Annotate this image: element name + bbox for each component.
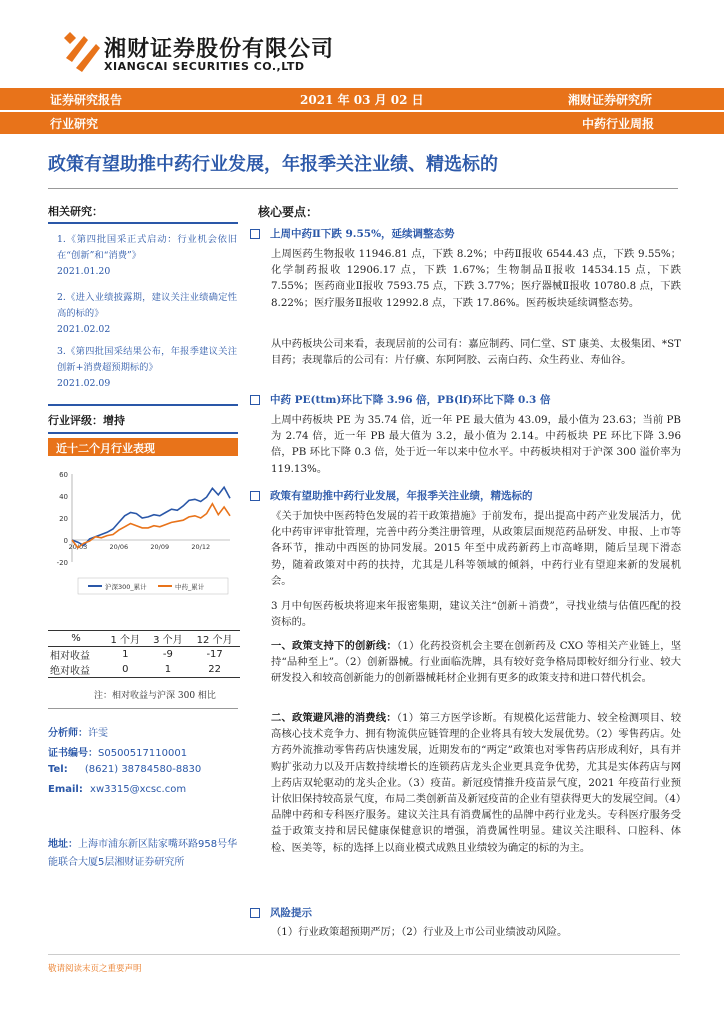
company-name-cn: 湘财证券股份有限公司 xyxy=(104,37,335,62)
section-heading: 风险提示 xyxy=(250,905,312,920)
performance-table xyxy=(48,630,240,678)
table-cell: -9 xyxy=(162,649,173,660)
table-cell: 1 xyxy=(122,649,129,660)
email-label: Email: xyxy=(48,784,83,795)
related-divider xyxy=(48,222,238,224)
subpoint-lead: 二、政策避风港的消费线： xyxy=(271,712,397,724)
section-paragraph: 3 月中旬医药板块将迎来年报密集期，建议关注“创新＋消费”，寻找业绩与估值匹配的投资标的。 xyxy=(271,600,681,629)
subpoint-paragraph: 二、政策避风港的消费线：（1）第三方医学诊断。有规模化运营能力、较全检测项目、较高核心技术竞争力、拥有物流供应链管理的企业将具有较大发展优势。（2）零售药店。处方药外流推动零售药店快速发展，近期发布的“两定”政策也对零售药店形成利好，具有并购扩张动力以及开店数持续增长的连锁药店龙头企业更具竞争优势，尤其是实体药店与网上药店双轮驱动的龙头企业。（3）疫苗。新冠疫情推升疫苗景气度，2021 年疫苗行业预计依旧保持较高景气度，布局二类创新苗及新冠疫苗的企业有望获得更大的发展空间。（4）品牌中药和专科医疗服务。建议关注具有消费属性的品牌中药行业龙头。专科医疗服务受益于政策支持和居民健康保健意识的增强，消费属性明显。建议关注眼科、口腔科、体检、医美等，标的选择上以商业模式成熟且业绩较为确定的标的为主。 xyxy=(271,712,682,854)
page-title: 政策有望助推中药行业发展，年报季关注业绩、精选标的 xyxy=(48,154,498,175)
subpoint-paragraph: 一、政策支持下的创新线：（1）化药投资机会主要在创新药及 CXO 等相关产业链上，坚持“品种至上”。（2）创新器械。行业面临洗牌，具有较好竞争格局即較好细分行业、较大研发投入和较高创新能力的创新器械耗材企业拥有更多的政策支持和进口替代机会。 xyxy=(271,640,682,685)
performance-chart xyxy=(48,462,238,612)
table-cell: 相对收益 xyxy=(50,651,90,662)
email-address[interactable]: xw3315@xcsc.com xyxy=(90,784,187,795)
performance-heading-band xyxy=(48,438,238,456)
section-heading: 中药 PE(ttm)环比下降 3.96 倍，PB(lf)环比下降 0.3 倍 xyxy=(250,392,550,407)
y-tick-label: -20 xyxy=(56,559,68,567)
section-heading: 上周中药Ⅱ下跌 9.55%，延续调整态势 xyxy=(250,226,455,241)
legend-label: 中药_累计 xyxy=(175,583,205,591)
related-item[interactable] xyxy=(57,344,237,392)
tel-number: (8621) 38784580-8830 xyxy=(84,764,202,775)
table-cell: 1 xyxy=(164,664,172,675)
header-band-top xyxy=(0,88,724,110)
table-row xyxy=(48,662,240,678)
tel-label: Tel: xyxy=(48,764,68,775)
analyst-name: 许雯 xyxy=(88,728,108,739)
report-type: 证券研究报告 xyxy=(50,93,123,107)
address-label: 地址： xyxy=(48,839,78,850)
contact-divider xyxy=(48,708,238,709)
table-header-cell: 1 个月 xyxy=(110,635,141,646)
table-header-cell: 12 个月 xyxy=(196,635,233,646)
cert-number: S0500517110001 xyxy=(98,748,188,759)
related-item[interactable] xyxy=(57,232,237,280)
footer-divider xyxy=(48,954,680,955)
telephone xyxy=(48,764,201,775)
institute-name: 湘财证券研究所 xyxy=(568,93,653,107)
checkbox-bullet-icon xyxy=(250,491,260,501)
y-tick-label: 40 xyxy=(59,493,68,501)
report-date: 2021 年 03 月 02 日 xyxy=(300,93,424,107)
table-cell: -17 xyxy=(206,649,223,660)
email xyxy=(48,784,186,795)
related-item-title: 3.《第四批国采结果公布，年报季建议关注创新+消费超预期标的》 xyxy=(57,346,237,373)
cert-label: 证书编号： xyxy=(48,748,98,759)
section-paragraph: 上周中药板块 PE 为 35.74 倍，近一年 PE 最大值为 43.09，最小值为 23.63；当前 PB 为 2.74 倍，近一年 PB 最大值为 3.2，最小值为 2.14。中药板块 PE 环比下降 3.96 倍，PB 环比下降 0.3 倍，处于近一年以来中位水平。中药板块相对于沪深 300 溢价率为 119.13%。 xyxy=(271,414,681,475)
related-item[interactable] xyxy=(57,290,237,338)
address xyxy=(48,836,238,872)
analyst xyxy=(48,724,108,739)
section-paragraph: 《关于加快中医药特色发展的若干政策措施》于前发布，提出提高中药产业发展活力，优化中药审评审批管理，完善中药分类注册管理，从政策层面规范药品研发、申报、上市等各环节，推动中西医的协同发展。2015 年至中成药新药上市高峰期，随后呈现下滑态势，随着政策对中药的扶持，尤其是儿科等领域的倾斜，中药行业有望迎来新的发展机会。 xyxy=(271,510,681,587)
address-text: 上海市浦东新区陆家嘴环路958号华能联合大厦5层湘财证券研究所 xyxy=(48,839,238,868)
x-tick-label: 20/12 xyxy=(191,543,211,551)
table-cell: 绝对收益 xyxy=(50,666,90,677)
performance-heading: 近十二个月行业表现 xyxy=(56,442,155,455)
x-tick-label: 20/09 xyxy=(150,543,170,551)
rating-divider-bottom xyxy=(48,432,238,434)
rating-divider-top xyxy=(48,404,238,406)
footer-disclaimer[interactable]: 敬请阅读末页之重要声明 xyxy=(48,964,142,974)
certificate xyxy=(48,744,187,759)
checkbox-bullet-icon xyxy=(250,229,260,239)
report-category: 行业研究 xyxy=(50,117,99,131)
section-paragraph: （1）行业政策超预期严厉；（2）行业及上市公司业绩波动风险。 xyxy=(271,926,568,938)
table-header-row xyxy=(48,631,240,647)
section-paragraph: 上周医药生物报收 11946.81 点，下跌 8.2%；中药Ⅱ报收 6544.43 点，下跌 9.55%；化学制药报收 12906.17 点，下跌 1.67%；生物制品Ⅱ报收 14534.15 点，下跌 7.55%；医药商业Ⅱ报收 7593.75 点，下跌 3.77%；医疗器械Ⅱ报收 10780.8 点，下跌 8.22%；医疗服务Ⅱ报收 12992.8 点，下跌 17.86%。医药板块延续调整态势。 xyxy=(271,248,681,309)
related-heading: 相关研究： xyxy=(48,205,103,218)
y-tick-label: 20 xyxy=(59,515,68,523)
core-points-heading: 核心要点： xyxy=(258,205,319,219)
section-heading: 政策有望助推中药行业发展，年报季关注业绩，精选标的 xyxy=(250,488,533,503)
table-header-cell: % xyxy=(71,633,81,644)
related-item-title: 2.《进入业绩披露期，建议关注业绩确定性高的标的》 xyxy=(57,292,237,319)
table-row xyxy=(48,647,240,663)
industry-rating: 行业评级：增持 xyxy=(48,414,125,427)
section-paragraph: 从中药板块公司来看，表现居前的公司有：嘉应制药、同仁堂、ST 康美、太极集团、*ST 目药；表现靠后的公司有：片仔癀、东阿阿胶、云南白药、众生药业、寿仙谷。 xyxy=(271,338,681,367)
related-item-date: 2021.02.09 xyxy=(57,378,111,389)
checkbox-bullet-icon xyxy=(250,395,260,405)
related-item-date: 2021.01.20 xyxy=(57,266,111,277)
header-band-bottom xyxy=(0,112,724,134)
table-cell: 0 xyxy=(122,664,129,675)
table-cell: 22 xyxy=(208,664,221,675)
analyst-label: 分析师： xyxy=(48,728,88,739)
y-tick-label: 60 xyxy=(59,471,68,479)
x-tick-label: 20/03 xyxy=(68,543,88,551)
table-header-cell: 3 个月 xyxy=(153,635,183,646)
related-item-title: 1.《第四批国采正式启动：行业机会依旧在“创新”和“消费”》 xyxy=(57,234,237,261)
legend-label: 沪深300_累计 xyxy=(105,583,147,591)
checkbox-bullet-icon xyxy=(250,908,260,918)
title-divider xyxy=(48,188,678,189)
table-note: 注：相对收益与沪深 300 相比 xyxy=(94,691,216,701)
y-tick-label: 0 xyxy=(63,537,68,545)
related-item-date: 2021.02.02 xyxy=(57,324,111,335)
report-series: 中药行业周报 xyxy=(582,117,655,131)
company-name-en: XIANGCAI SECURITIES CO.,LTD xyxy=(104,60,305,73)
subpoint-lead: 一、政策支持下的创新线： xyxy=(271,640,398,652)
series-line xyxy=(72,504,230,548)
company-logo-icon xyxy=(62,28,102,76)
x-tick-label: 20/06 xyxy=(109,543,129,551)
